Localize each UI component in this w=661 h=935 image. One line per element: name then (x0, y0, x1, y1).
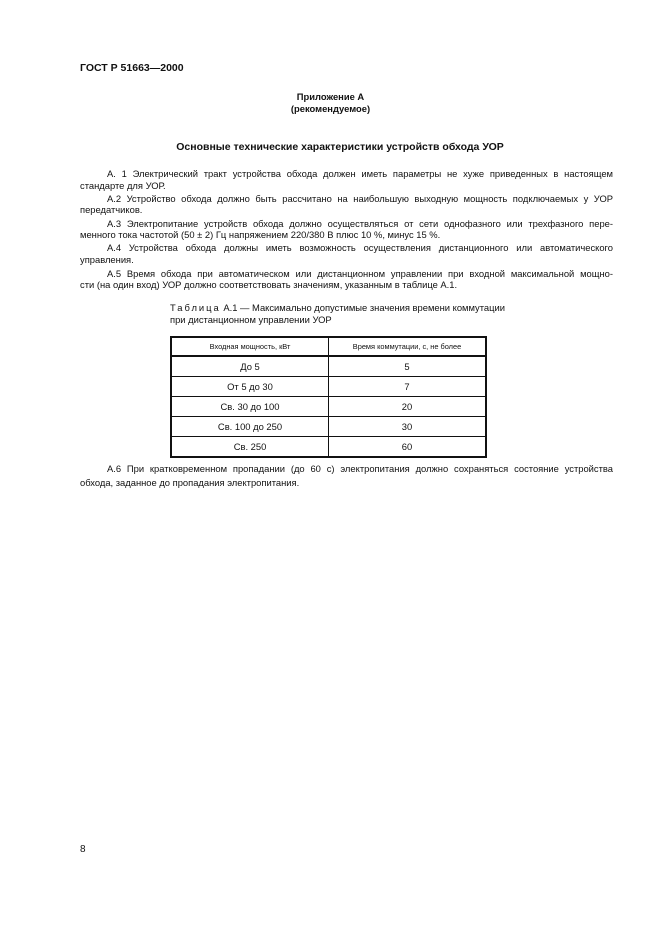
paragraph-a3-line2: менного тока частотой (50 ± 2) Гц напряжением 220/380 В плюс 10 %, минус 15 %. (80, 229, 441, 240)
power-cell: Св. 250 (171, 437, 329, 458)
paragraph-a2-line2: передатчиков. (80, 204, 143, 215)
table-caption-label: Таблица (170, 302, 221, 313)
time-cell: 7 (329, 377, 487, 397)
power-cell: Св. 100 до 250 (171, 417, 329, 437)
paragraph-a2-line1: А.2 Устройство обхода должно быть рассчитано на наибольшую выходную мощность подключаемых у УОР (107, 193, 613, 204)
paragraph-a6-line2: обхода, заданное до пропадания электропитания. (80, 477, 300, 488)
table-caption (170, 302, 505, 313)
page-number: 8 (80, 844, 86, 855)
paragraph-a5-line1: А.5 Время обхода при автоматическом или дистанционном управлении при входной максимальной мощно- (107, 268, 613, 279)
table-row (171, 397, 486, 417)
power-cell: До 5 (171, 356, 329, 377)
table-row (171, 437, 486, 458)
paragraph-a3-line1: А.3 Электропитание устройств обхода должно осуществляться от сети однофазного или трехфазного пере- (107, 218, 613, 229)
power-cell: Св. 30 до 100 (171, 397, 329, 417)
appendix-subtitle: (рекомендуемое) (290, 103, 371, 114)
time-cell: 20 (329, 397, 487, 417)
paragraph-a4-line2: управления. (80, 254, 134, 265)
paragraph-a1-line2: стандарте для УОР. (80, 180, 166, 191)
table-header-row (171, 337, 486, 356)
table-row (171, 417, 486, 437)
paragraph-a1-line1: А. 1 Электрический тракт устройства обхода должен иметь параметры не хуже приведенных в настоящем (107, 168, 613, 179)
column-header-power: Входная мощность, кВт (171, 337, 329, 356)
table-row (171, 356, 486, 377)
table-caption-text: А.1 — Максимально допустимые значения времени коммутации (223, 302, 505, 313)
time-cell: 60 (329, 437, 487, 458)
section-title: Основные технические характеристики устройств обхода УОР (176, 141, 504, 153)
paragraph-a6-line1: А.6 При кратковременном пропадании (до 60 с) электропитания должно сохраняться состояние устройства (107, 463, 613, 474)
time-cell: 5 (329, 356, 487, 377)
time-cell: 30 (329, 417, 487, 437)
power-cell: От 5 до 30 (171, 377, 329, 397)
table-row (171, 377, 486, 397)
document-header: ГОСТ Р 51663—2000 (80, 62, 184, 74)
column-header-time: Время коммутации, с, не более (329, 337, 487, 356)
paragraph-a4-line1: А.4 Устройства обхода должны иметь возможность осуществления дистанционного или автоматического (107, 242, 613, 253)
paragraph-a5-line2: сти (на один вход) УОР должно соответствовать значениям, указанным в таблице А.1. (80, 279, 458, 290)
appendix-title: Приложение А (296, 91, 365, 102)
table-caption-line2: при дистанционном управлении УОР (170, 314, 332, 325)
switching-time-table (170, 336, 487, 458)
